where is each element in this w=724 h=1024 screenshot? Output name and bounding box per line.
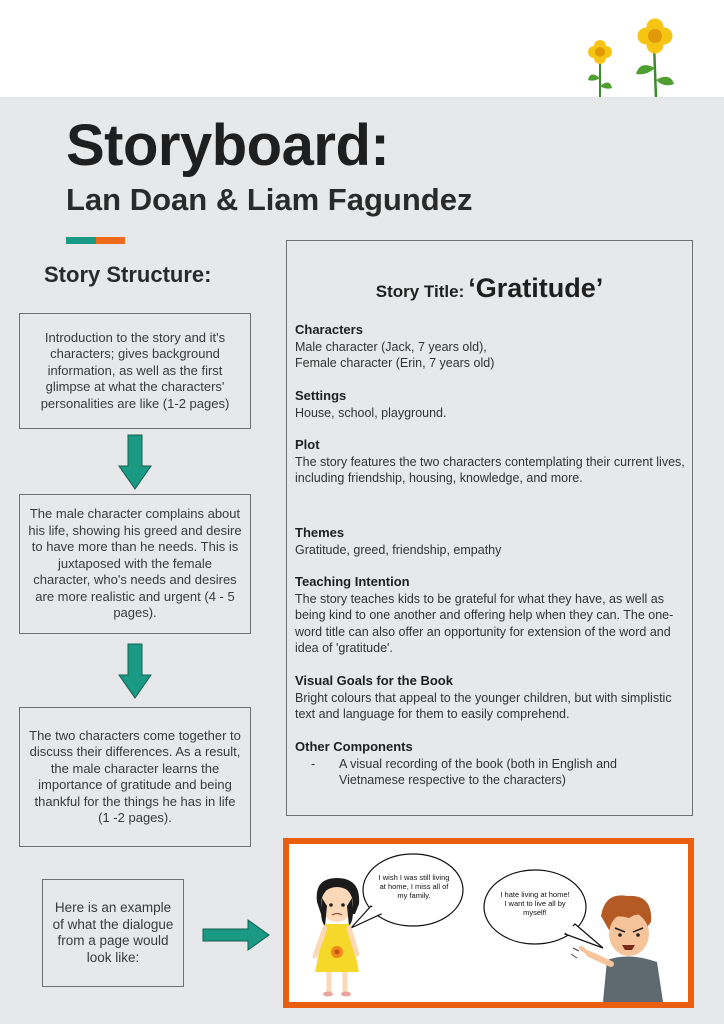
bubble-boy-text: I hate living at home! I want to live all by myself! (500, 890, 570, 917)
accent-bar-orange (96, 237, 125, 244)
down-arrow-icon (118, 434, 152, 490)
small-flower-icon (588, 40, 612, 98)
page-title: Storyboard: (66, 113, 390, 178)
teaching-body: The story teaches kids to be grateful for what they have, as well as being kind to one another and offering help when they can. The one-word title can also offer an opportunity for extension of the word and idea of 'gratitude'. (295, 591, 674, 655)
visual-goals-heading: Visual Goals for the Book (295, 673, 453, 688)
structure-step-1-text: Introduction to the story and it's characters; gives background information, as well as the first glimpse at what the characters' personalities are like (1-2 pages) (40, 329, 230, 411)
characters-line-1: Male character (Jack, 7 years old), (295, 339, 487, 354)
authors-subtitle: Lan Doan & Liam Fagundez (66, 182, 473, 217)
structure-step-3-content (28, 728, 242, 827)
visual-goals-body: Bright colours that appeal to the younger children, but with simplistic text and language for them to easily comprehend. (295, 690, 672, 721)
plot-section (295, 437, 685, 487)
comic-illustration (289, 844, 688, 1002)
girl-character (315, 878, 359, 997)
other-components-section (295, 739, 685, 789)
themes-body: Gratitude, greed, friendship, empathy (295, 542, 502, 557)
large-flower-icon (636, 19, 674, 99)
structure-step-3 (19, 707, 251, 847)
structure-step-1 (19, 313, 251, 429)
story-title-value: ‘Gratitude’ (468, 273, 604, 303)
characters-section (295, 322, 685, 372)
other-components-item-text: A visual recording of the book (both in English and Vietnamese respective to the characters) (339, 756, 617, 787)
settings-heading: Settings (295, 388, 347, 403)
story-details-panel (286, 240, 693, 816)
example-note-text: Here is an example of what the dialogue from a page would look like: (52, 900, 174, 965)
story-title-label: Story Title: (375, 282, 465, 301)
structure-step-3-pages: (1 -2 pages). (98, 810, 172, 825)
characters-line-2: Female character (Erin, 7 years old) (295, 356, 495, 370)
teaching-section (295, 574, 685, 657)
down-arrow-icon (118, 643, 152, 699)
bubble-girl-text: I wish I was still living at home, I miss all of my family. (378, 873, 450, 900)
settings-body: House, school, playground. (295, 405, 447, 420)
structure-step-2 (19, 494, 251, 634)
characters-heading: Characters (295, 322, 363, 337)
teaching-heading: Teaching Intention (295, 574, 410, 589)
other-components-list-item (295, 756, 685, 789)
dialogue-example-image (283, 838, 694, 1008)
plot-heading: Plot (295, 437, 320, 452)
story-structure-heading: Story Structure: (44, 262, 212, 287)
themes-heading: Themes (295, 525, 345, 540)
flowers-illustration (578, 18, 688, 100)
example-note (42, 879, 184, 987)
other-components-heading: Other Components (295, 739, 413, 754)
right-arrow-icon (202, 919, 270, 951)
list-dash: - (311, 756, 316, 771)
plot-body: The story features the two characters contemplating their current lives, including friendship, housing, knowledge, and more. (295, 454, 685, 485)
visual-goals-section (295, 673, 685, 723)
structure-step-3-text: The two characters come together to discuss their differences. As a result, the male character learns the importance of gratitude and being thankful for the things he has in life (29, 727, 241, 809)
accent-bar-teal (66, 237, 96, 244)
themes-section (295, 525, 685, 558)
settings-section (295, 388, 685, 421)
story-title (287, 273, 692, 304)
structure-step-2-text: The male character complains about his life, showing his greed and desire to have more than he needs. This is juxtaposed with the female character, who's needs and desires are more realistic and urgent (4 - 5 pages). (28, 506, 242, 621)
